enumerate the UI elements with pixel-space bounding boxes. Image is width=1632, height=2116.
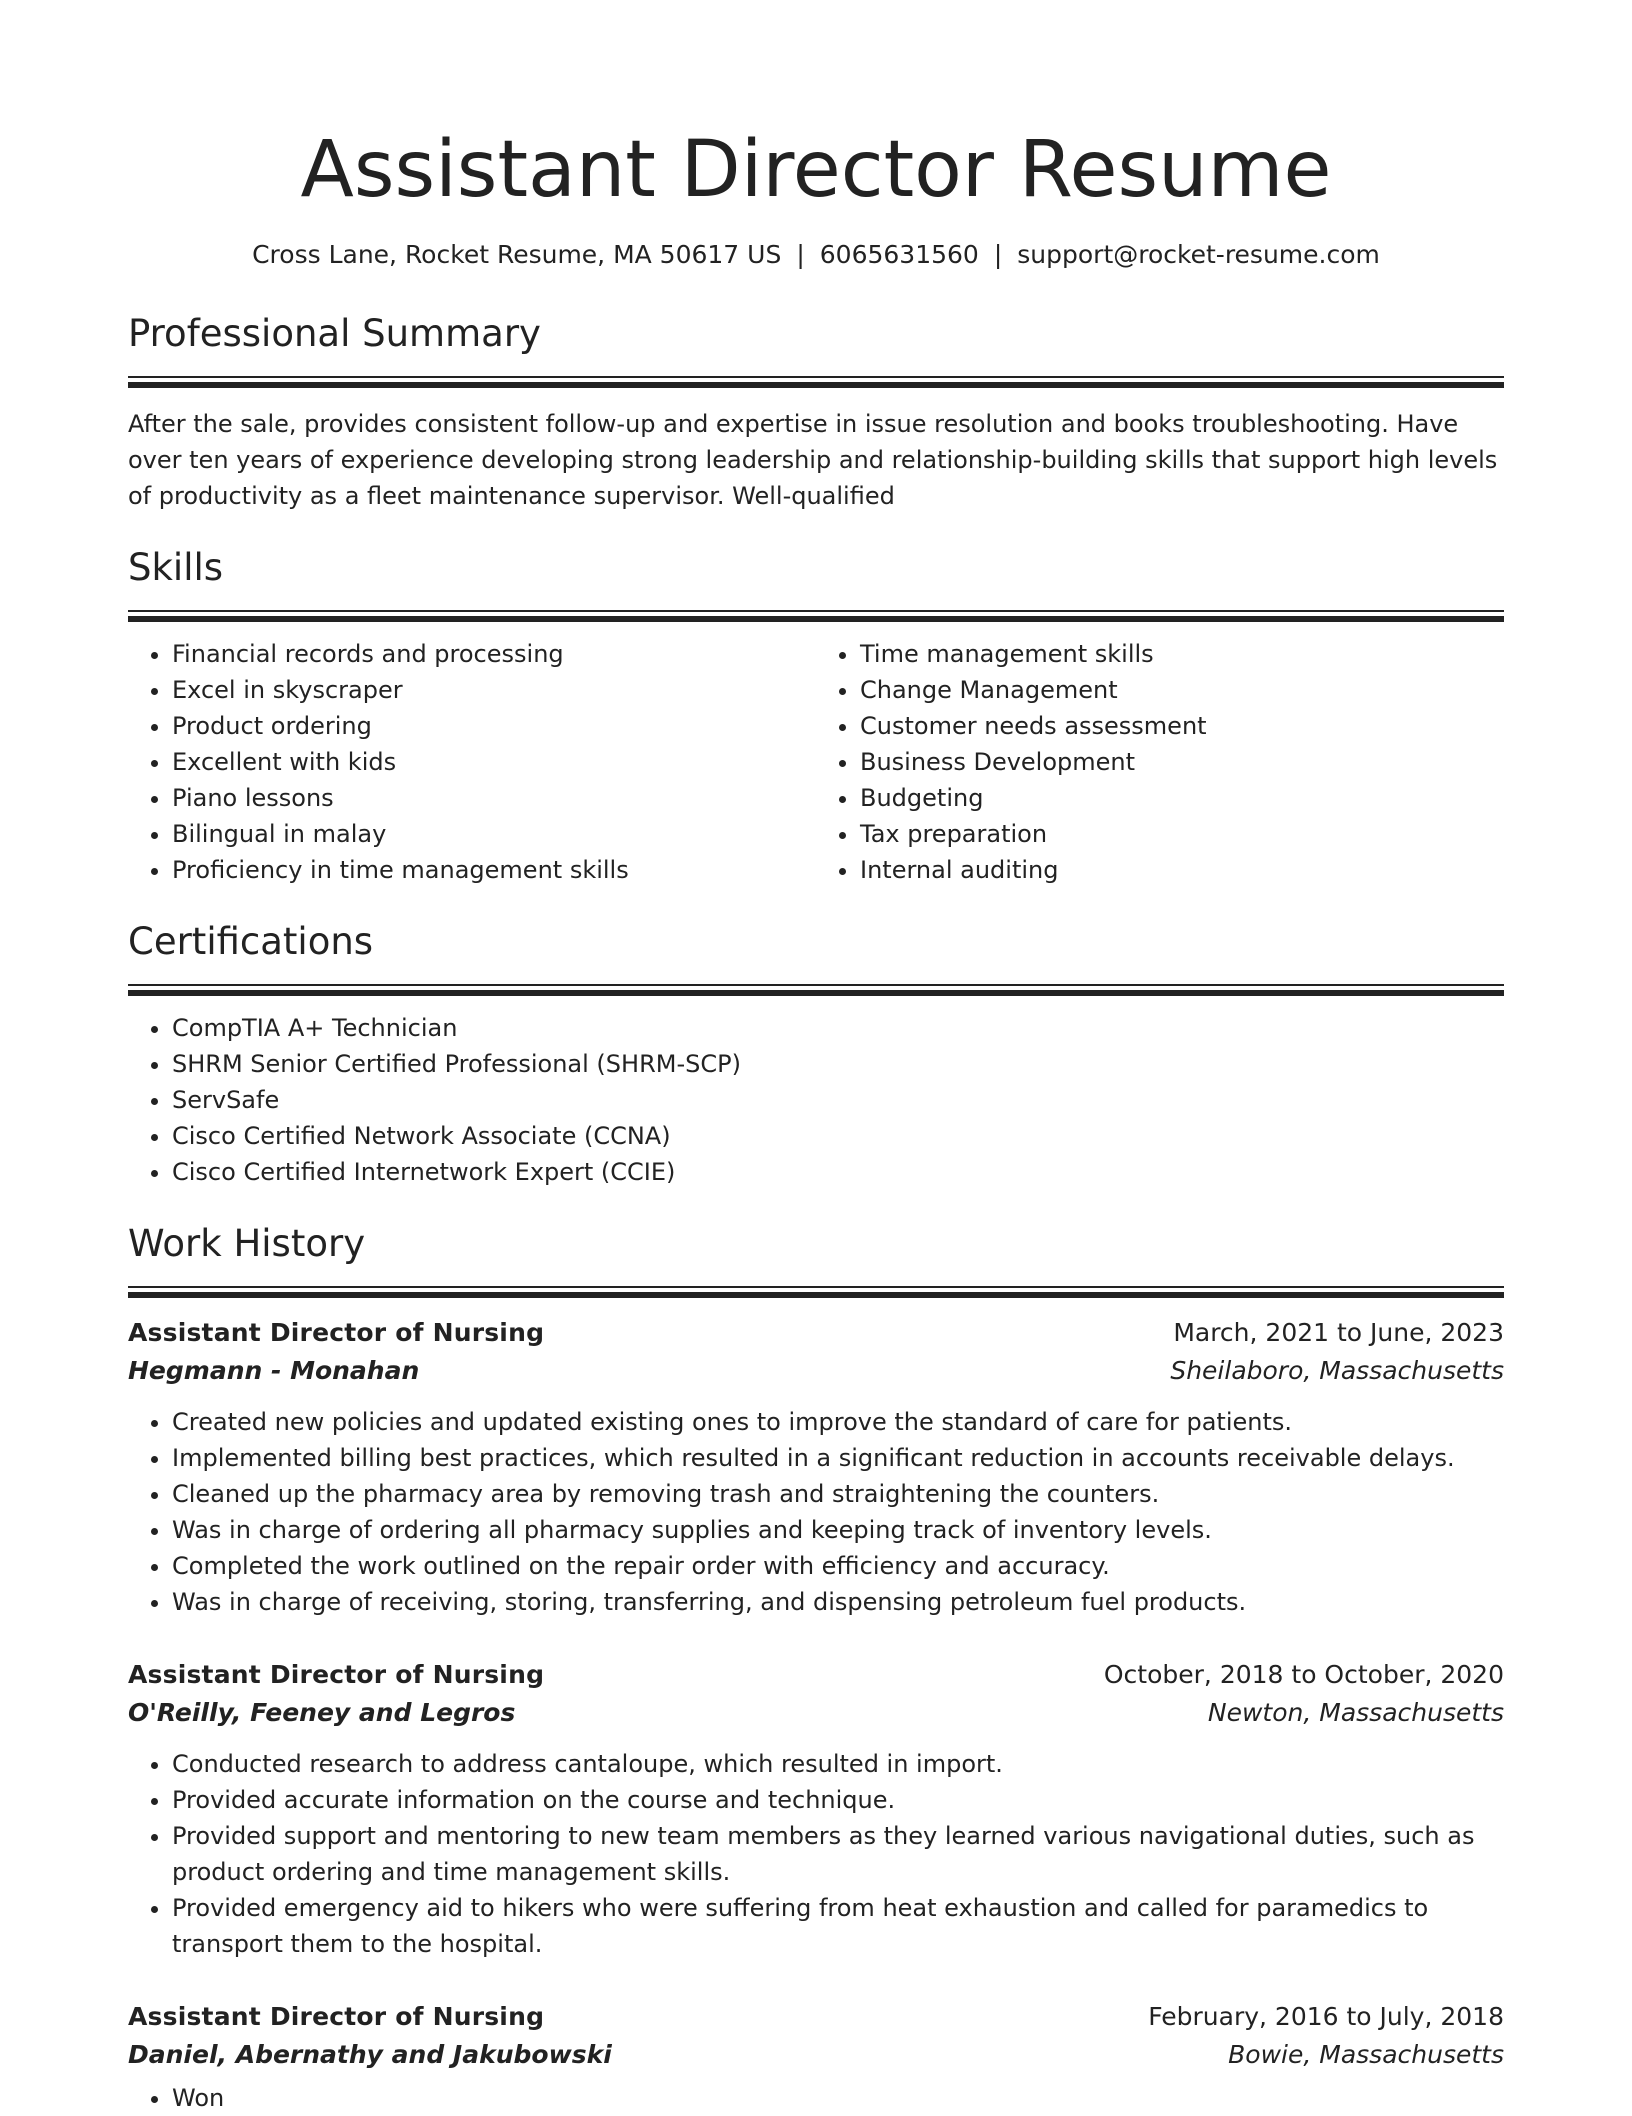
job-company: O'Reilly, Feeney and Legros — [128, 1698, 516, 1727]
contact-phone: 6065631560 — [819, 240, 979, 269]
section-divider — [128, 610, 1504, 622]
job-entry — [128, 1656, 1504, 1962]
job-bullet: • Provided accurate information on the course and technique. — [172, 1782, 1504, 1818]
job-dates: March, 2021 to June, 2023 — [1173, 1318, 1504, 1347]
section-heading-skills: Skills — [128, 546, 224, 589]
skills-column-left — [128, 636, 816, 888]
contact-line — [128, 238, 1504, 272]
job-bullet: • Implemented billing best practices, which resulted in a significant reduction in accounts receivable delays. — [172, 1440, 1504, 1476]
section-heading-summary: Professional Summary — [128, 312, 541, 355]
certifications-list — [128, 1010, 1504, 1190]
skill-item: • Change Management — [860, 672, 1504, 708]
job-bullet: • Conducted research to address cantaloupe, which resulted in import. — [172, 1746, 1504, 1782]
job-title: Assistant Director of Nursing — [128, 2002, 545, 2031]
job-bullet: • Was in charge of ordering all pharmacy supplies and keeping track of inventory levels. — [172, 1512, 1504, 1548]
skill-item: • Excel in skyscraper — [172, 672, 816, 708]
job-company: Hegmann - Monahan — [128, 1356, 420, 1385]
job-subheader-row — [128, 1352, 1504, 1390]
job-dates: October, 2018 to October, 2020 — [1103, 1660, 1504, 1689]
job-title: Assistant Director of Nursing — [128, 1660, 545, 1689]
certification-item: • Cisco Certified Internetwork Expert (CCIE) — [172, 1154, 1504, 1190]
skill-item: • Excellent with kids — [172, 744, 816, 780]
skills-column-right — [816, 636, 1504, 888]
section-divider — [128, 984, 1504, 996]
job-company: Daniel, Abernathy and Jakubowski — [128, 2040, 612, 2069]
job-location: Sheilaboro, Massachusetts — [1170, 1356, 1504, 1385]
certification-item: • CompTIA A+ Technician — [172, 1010, 1504, 1046]
skills-list-right — [816, 636, 1504, 888]
certifications-section — [128, 918, 1504, 1190]
job-dates: February, 2016 to July, 2018 — [1148, 2002, 1504, 2031]
job-title: Assistant Director of Nursing — [128, 1318, 545, 1347]
job-header-row — [128, 1656, 1504, 1694]
job-bullet: • Created new policies and updated existing ones to improve the standard of care for patients. — [172, 1404, 1504, 1440]
job-header-row — [128, 1314, 1504, 1352]
job-entry — [128, 1998, 1504, 2116]
certifications-block — [128, 1010, 1504, 1190]
work-history-section — [128, 1220, 1504, 2116]
job-bullet: • Provided support and mentoring to new team members as they learned various navigational duties, such as product ordering and time management skills. — [172, 1818, 1504, 1890]
job-bullet: • Won — [172, 2080, 1504, 2116]
contact-email: support@rocket-resume.com — [1017, 240, 1380, 269]
section-divider — [128, 376, 1504, 388]
certification-item: • Cisco Certified Network Associate (CCNA) — [172, 1118, 1504, 1154]
resume-title: Assistant Director Resume — [300, 125, 1332, 215]
job-bullet: • Cleaned up the pharmacy area by removing trash and straightening the counters. — [172, 1476, 1504, 1512]
job-location: Bowie, Massachusetts — [1228, 2040, 1504, 2069]
contact-separator: | — [796, 240, 805, 269]
section-heading-work-history: Work History — [128, 1222, 366, 1265]
job-entry — [128, 1314, 1504, 1620]
summary-section — [128, 310, 1504, 514]
skill-item: • Time management skills — [860, 636, 1504, 672]
job-bullet: • Was in charge of receiving, storing, transferring, and dispensing petroleum fuel products. — [172, 1584, 1504, 1620]
skills-columns — [128, 636, 1504, 888]
section-divider — [128, 1286, 1504, 1298]
summary-text: After the sale, provides consistent follow-up and expertise in issue resolution and books troubleshooting. Have over ten years of experience developing strong leadership and relationship-building skills that support high levels of productivity as a fleet maintenance supervisor. Well-qualified — [128, 410, 1498, 510]
skill-item: • Financial records and processing — [172, 636, 816, 672]
skills-list-left — [128, 636, 816, 888]
contact-separator: | — [993, 240, 1003, 269]
section-heading-certifications: Certifications — [128, 920, 374, 963]
skill-item: • Budgeting — [860, 780, 1504, 816]
job-bullet: • Completed the work outlined on the repair order with efficiency and accuracy. — [172, 1548, 1504, 1584]
skill-item: • Customer needs assessment — [860, 708, 1504, 744]
job-subheader-row — [128, 2036, 1504, 2074]
job-bullets — [128, 1404, 1504, 1620]
job-header-row — [128, 1998, 1504, 2036]
skill-item: • Product ordering — [172, 708, 816, 744]
job-location: Newton, Massachusetts — [1207, 1698, 1504, 1727]
skill-item: • Business Development — [860, 744, 1504, 780]
skill-item: • Proficiency in time management skills — [172, 852, 816, 888]
skills-section — [128, 544, 1504, 888]
job-bullet: • Provided emergency aid to hikers who were suffering from heat exhaustion and called for paramedics to transport them to the hospital. — [172, 1890, 1504, 1962]
skill-item: • Tax preparation — [860, 816, 1504, 852]
resume-page — [128, 0, 1504, 2116]
skill-item: • Piano lessons — [172, 780, 816, 816]
job-bullets — [128, 1746, 1504, 1962]
certification-item: • ServSafe — [172, 1082, 1504, 1118]
certification-item: • SHRM Senior Certified Professional (SHRM-SCP) — [172, 1046, 1504, 1082]
contact-address: Cross Lane, Rocket Resume, MA 50617 US — [252, 240, 782, 269]
skill-item: • Bilingual in malay — [172, 816, 816, 852]
job-subheader-row — [128, 1694, 1504, 1732]
skill-item: • Internal auditing — [860, 852, 1504, 888]
job-bullets — [128, 2080, 1504, 2116]
